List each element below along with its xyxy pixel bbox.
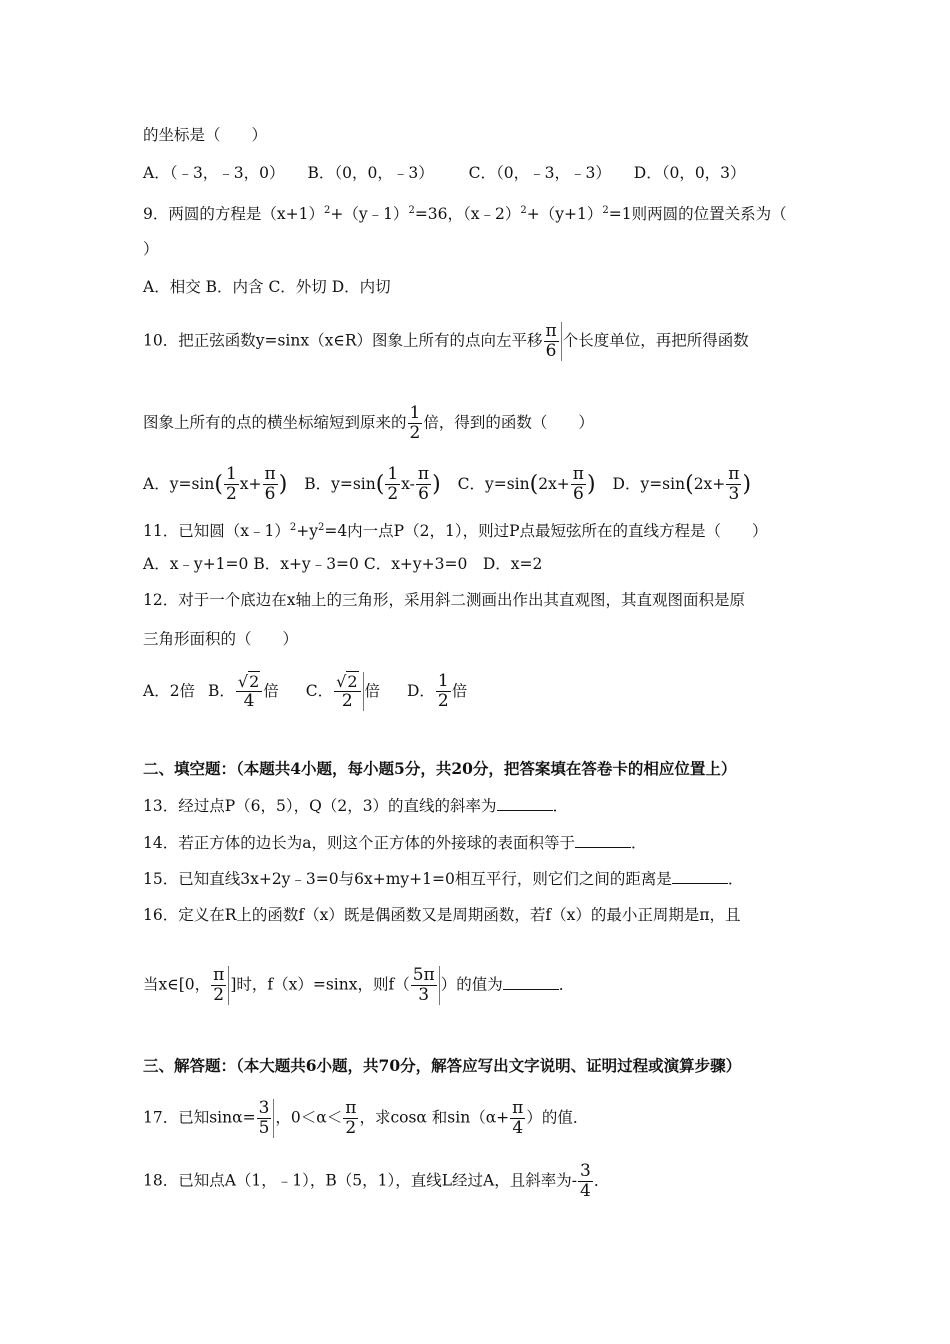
q12-option-b: [208, 672, 284, 711]
fraction-sqrt2-over-2: [334, 672, 363, 711]
denominator: 3: [728, 484, 740, 504]
fraction: [571, 465, 586, 504]
fraction-one-half: [436, 672, 451, 711]
fraction-one-half: [408, 404, 423, 443]
q9-text: 9．两圆的方程是（x+1）: [143, 205, 324, 224]
q16-end: ．: [558, 975, 575, 994]
term: 2x+: [538, 474, 570, 493]
radicand: 2: [347, 672, 358, 691]
q10-line2: [143, 404, 594, 443]
denominator: 2: [225, 484, 237, 504]
numerator: [236, 672, 262, 692]
fraction-sqrt2-over-4: [236, 672, 262, 711]
denominator: 2: [387, 484, 399, 504]
denominator: 2: [213, 985, 225, 1005]
fraction: [263, 465, 278, 504]
q10-option-d: [612, 464, 752, 504]
answer-blank: [672, 869, 728, 884]
q9-text: =36，（x﹣2）: [414, 205, 521, 224]
term: 2x+: [693, 474, 726, 493]
numerator: π: [345, 1098, 357, 1118]
q12-stem: 12．对于一个底边在x轴上的三角形，采用斜二测画出作出其直观图，其直观图面积是原: [143, 591, 745, 609]
q18: [143, 1162, 609, 1201]
option-label: C．: [305, 681, 334, 700]
numerator: π: [213, 965, 225, 985]
q14-end: ．: [630, 834, 647, 852]
denominator: 6: [572, 484, 584, 504]
paren: ): [432, 471, 441, 497]
q17-text: ，0＜α＜: [275, 1108, 343, 1127]
paren: ): [742, 471, 752, 497]
q17-text: 17．已知sinα=: [143, 1108, 256, 1127]
denominator: 4: [512, 1118, 524, 1138]
fraction-3-over-5: [257, 1099, 275, 1138]
paren: (: [529, 471, 539, 497]
option-label: D．: [406, 681, 435, 700]
radical-sign: √: [237, 672, 249, 691]
q11-text: =4内一点P（2，1），则过P点最短弦所在的直线方程是（ ）: [324, 522, 768, 541]
fraction: [416, 465, 431, 504]
fraction: [385, 465, 400, 504]
q12-options: [143, 672, 467, 711]
term: x+: [239, 474, 262, 493]
q9-sup: 2: [602, 205, 609, 216]
fraction-pi-over-4: [510, 1099, 525, 1138]
q8-option-b: B．（0，0，﹣3）: [307, 164, 434, 182]
numerator: [334, 672, 360, 692]
denominator: 6: [418, 484, 429, 504]
q13: [143, 795, 568, 817]
numerator: π: [545, 321, 557, 341]
fraction-3-over-4: [578, 1162, 593, 1201]
option-label: A．y=sin: [143, 474, 215, 493]
radical-sign: √: [336, 672, 347, 691]
option-unit: 倍: [263, 681, 279, 700]
fraction: [224, 465, 239, 504]
q11-sup: 2: [289, 522, 297, 533]
q9-sup: 2: [408, 205, 415, 216]
q11-stem: [143, 517, 768, 542]
term: x-: [401, 474, 415, 493]
q10-text: 个长度单位，再把所得函数: [562, 331, 749, 350]
q15-text: 15．已知直线3x+2y﹣3=0与6x+my+1=0相互平行，则它们之间的距离是: [143, 870, 672, 888]
q16-stem: 16．定义在R上的函数f（x）既是偶函数又是周期函数，若f（x）的最小正周期是π，且: [143, 906, 741, 924]
minus-sign: -: [571, 1171, 577, 1190]
paren: (: [375, 471, 385, 497]
q10-options: [143, 465, 751, 504]
denominator: 4: [243, 691, 255, 711]
denominator: 4: [580, 1181, 591, 1201]
q14: [143, 832, 646, 854]
q8-option-a: A．（﹣3，﹣3，0）: [143, 164, 285, 182]
q11-sup: 2: [317, 522, 325, 533]
paren: ): [586, 471, 596, 497]
q8-continuation: 的坐标是（ ）: [143, 126, 268, 144]
q18-end: ．: [593, 1171, 610, 1190]
q9-sup: 2: [520, 205, 527, 216]
q10-option-b: [304, 464, 445, 504]
q10-option-c: [457, 464, 601, 504]
q12-option-d: [406, 671, 468, 711]
q8-options: [143, 162, 764, 184]
numerator: π: [728, 464, 740, 484]
q17-text: ，求cosα 和sin（α+: [359, 1108, 510, 1127]
denominator: 6: [264, 484, 276, 504]
fraction: [726, 465, 741, 504]
answer-blank: [503, 975, 559, 990]
option-label: B．: [208, 681, 235, 700]
fraction-pi-over-2: [211, 966, 229, 1005]
q9-stem: [143, 200, 787, 225]
q18-text: 18．已知点A（1，﹣1），B（5，1），直线L经过A，且斜率为: [143, 1171, 572, 1190]
q9-options: A．相交 B．内含 C．外切 D．内切: [143, 278, 391, 296]
q10-option-a: [143, 464, 292, 504]
q16-line2: [143, 966, 574, 1005]
q10-text: 倍，得到的函数（ ）: [423, 413, 594, 432]
q14-text: 14．若正方体的边长为a，则这个正方体的外接球的表面积等于: [143, 834, 575, 852]
q16-text: 当x∈[0，: [143, 975, 211, 994]
numerator: 5π: [412, 965, 435, 985]
paren: ): [278, 471, 288, 497]
q8-option-d: D．（0，0，3）: [633, 164, 746, 182]
q10-text: 图象上所有的点的横坐标缩短到原来的: [143, 413, 407, 432]
fraction-pi-over-2: [343, 1099, 358, 1138]
q9-continuation: ）: [143, 240, 159, 258]
numerator: 1: [409, 403, 421, 423]
numerator: 1: [437, 671, 449, 691]
q9-text: +（y﹣1）: [330, 205, 409, 224]
option-label: D．y=sin: [612, 474, 686, 493]
denominator: 2: [345, 1118, 357, 1138]
fraction-pi-over-6: [544, 322, 562, 361]
option-label: C．y=sin: [457, 474, 530, 493]
q10-text: 10．把正弦函数y=sinx（x∈R）图象上所有的点向左平移: [143, 331, 543, 350]
q12-continuation: 三角形面积的（ ）: [143, 630, 299, 648]
numerator: π: [264, 464, 276, 484]
q13-end: ．: [552, 797, 569, 815]
answer-blank: [575, 833, 631, 848]
section-3-heading: 三、解答题：（本大题共6小题，共70分，解答应写出文字说明、证明过程或演算步骤）: [143, 1056, 742, 1075]
numerator: π: [417, 464, 430, 484]
q12-option-c: [305, 672, 385, 711]
denominator: 6: [545, 341, 557, 361]
option-unit: 倍: [364, 681, 381, 700]
numerator: 1: [225, 464, 237, 484]
numerator: 1: [387, 464, 399, 484]
denominator: 3: [418, 985, 430, 1005]
denominator: 2: [437, 691, 449, 711]
q10-stem: [143, 322, 749, 361]
numerator: π: [512, 1098, 524, 1118]
q8-option-c: C．（0，﹣3，﹣3）: [468, 164, 611, 182]
fraction-5pi-over-3: [411, 966, 440, 1005]
denominator: 5: [258, 1118, 270, 1138]
q9-sup: 2: [323, 205, 331, 216]
numerator: 3: [580, 1161, 591, 1181]
option-label: B．y=sin: [304, 474, 376, 493]
q11-options: A．x﹣y+1=0 B．x+y﹣3=0 C．x+y+3=0 D．x=2: [143, 555, 543, 573]
radicand: 2: [249, 672, 260, 691]
q11-text: +y: [296, 522, 318, 541]
q9-text: +（y+1）: [526, 205, 603, 224]
q12-option-a: A．2倍: [143, 681, 196, 700]
q16-text: ]时，f（x）=sinx，则f（: [230, 975, 410, 994]
denominator: 2: [341, 691, 353, 711]
q9-text: =1则两圆的位置关系为（: [608, 205, 787, 224]
q15-end: ．: [727, 870, 744, 888]
denominator: 2: [409, 423, 421, 443]
option-unit: 倍: [451, 681, 468, 700]
q11-text: 11．已知圆（x﹣1）: [143, 522, 290, 541]
q16-text: ）的值为: [440, 975, 503, 994]
paren: (: [214, 471, 223, 497]
section-2-heading: 二、填空题：（本题共4小题，每小题5分，共20分，把答案填在答卷卡的相应位置上）: [143, 759, 737, 778]
q17: [143, 1099, 588, 1138]
paren: (: [685, 471, 694, 497]
q17-text: ）的值．: [526, 1108, 589, 1127]
numerator: 3: [258, 1098, 270, 1118]
numerator: π: [572, 464, 584, 484]
q13-text: 13．经过点P（6，5），Q（2，3）的直线的斜率为: [143, 797, 497, 815]
q15: [143, 868, 743, 890]
answer-blank: [497, 796, 553, 811]
